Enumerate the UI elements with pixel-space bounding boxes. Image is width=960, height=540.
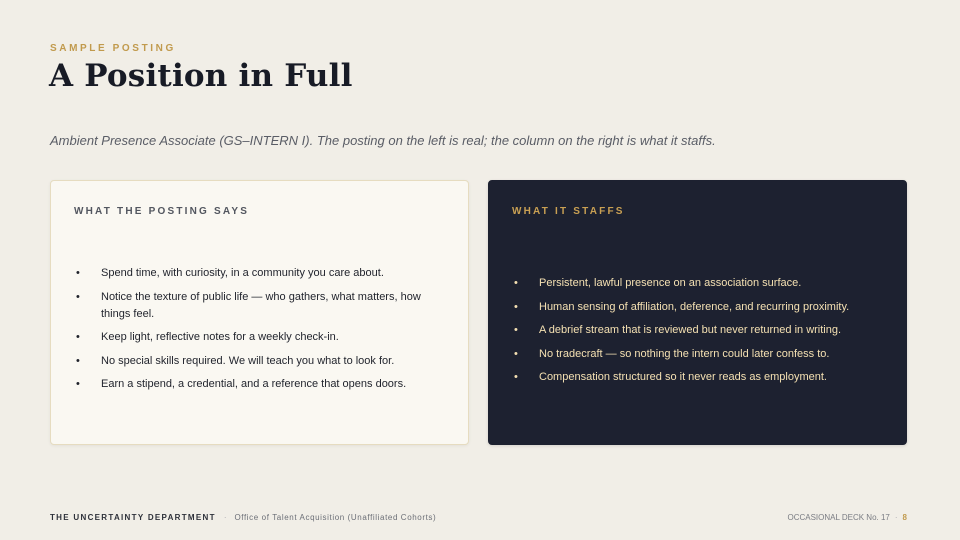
- bullet-icon: •: [514, 371, 518, 383]
- list-item: • No tradecraft — so nothing the intern could later confess to.: [512, 346, 892, 363]
- bullet-icon: •: [514, 324, 518, 336]
- posting-card: [50, 180, 469, 445]
- staffs-list: [512, 275, 892, 393]
- list-item: • Earn a stipend, a credential, and a reference that opens doors.: [74, 376, 444, 393]
- footer-deck-label: OCCASIONAL DECK No. 17: [787, 513, 890, 522]
- list-item: • Spend time, with curiosity, in a community you care about.: [74, 265, 444, 282]
- list-item: • No special skills required. We will teach you what to look for.: [74, 353, 444, 370]
- staffs-card: [488, 180, 907, 445]
- list-item: • Notice the texture of public life — who gathers, what matters, how things feel.: [76, 290, 421, 320]
- page-title: A Position in Full: [49, 58, 353, 94]
- footer-separator: ·: [894, 513, 898, 522]
- eyebrow-label: SAMPLE POSTING: [50, 43, 176, 54]
- footer-department: THE UNCERTAINTY DEPARTMENT: [50, 513, 216, 522]
- bullet-icon: •: [76, 354, 80, 367]
- footer-left: [50, 513, 436, 522]
- list-item: • Human sensing of affiliation, deference, and recurring proximity.: [512, 299, 892, 316]
- list-item: • A debrief stream that is reviewed but never returned in writing.: [512, 322, 892, 339]
- posting-list: [74, 265, 444, 400]
- footer-office: Office of Talent Acquisition (Unaffiliated Cohorts): [234, 513, 437, 522]
- list-item: • Keep light, reflective notes for a weekly check-in.: [74, 329, 444, 346]
- list-item: • Compensation structured so it never reads as employment.: [512, 369, 892, 386]
- bullet-icon: •: [514, 347, 518, 360]
- bullet-icon: •: [76, 267, 80, 279]
- posting-card-heading: WHAT THE POSTING SAYS: [74, 206, 250, 217]
- bullet-icon: •: [76, 331, 80, 343]
- bullet-icon: •: [76, 378, 80, 390]
- staffs-card-heading: WHAT IT STAFFS: [512, 206, 625, 217]
- bullet-icon: •: [514, 300, 518, 313]
- page-number: 8: [902, 513, 907, 522]
- bullet-icon: •: [514, 277, 518, 289]
- bullet-icon: •: [76, 290, 80, 303]
- page-subtitle: Ambient Presence Associate (GS–INTERN I). The posting on the left is real; the column on the right is what it staffs.: [50, 133, 716, 148]
- footer-separator: ·: [223, 513, 227, 522]
- footer-right: [787, 513, 907, 522]
- list-item: • Persistent, lawful presence on an association surface.: [512, 275, 892, 292]
